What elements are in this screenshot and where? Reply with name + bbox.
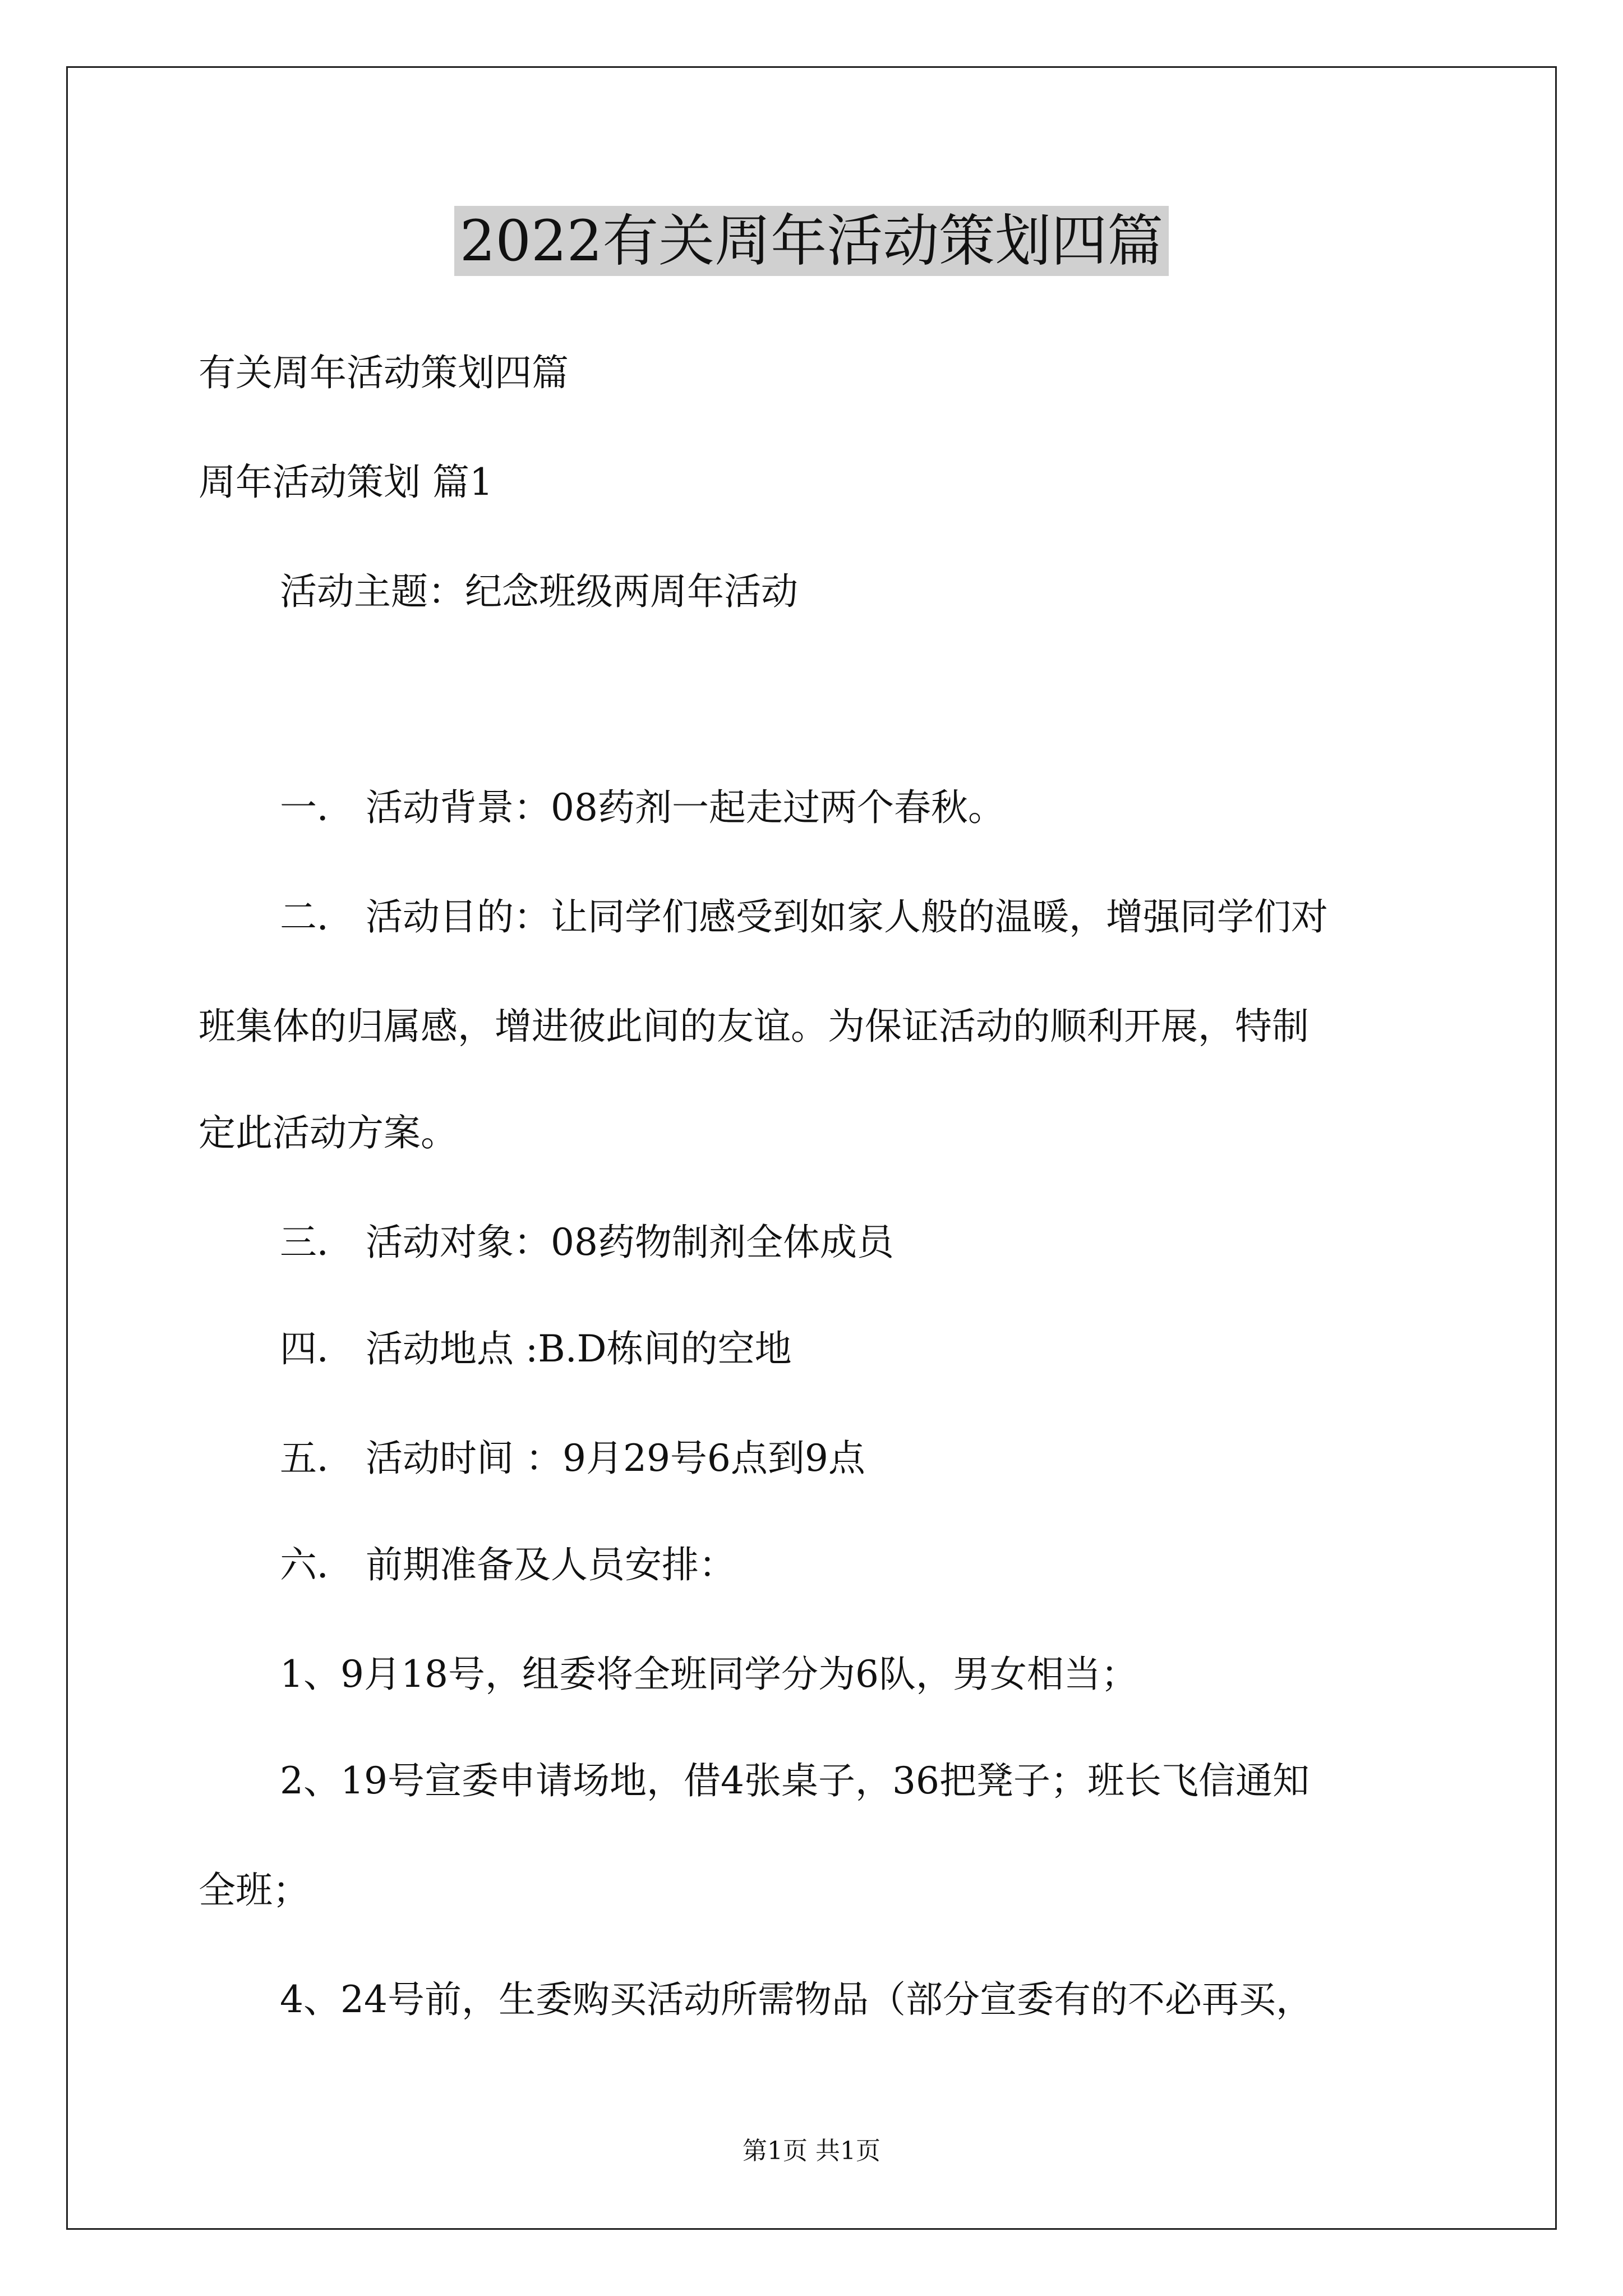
page-footer: 第1页 共1页 (743, 2137, 880, 2165)
paragraph-line: 1、9月18号，组委将全班同学分为6队，男女相当； (280, 1653, 1138, 1696)
paragraph-line: 六． 前期准备及人员安排： (280, 1543, 736, 1586)
paragraph-line: 一． 活动背景：08药剂一起走过两个春秋。 (280, 786, 1005, 829)
paragraph-line: 4、24号前，生委购买活动所需物品（部分宣委有的不必再买， (280, 1978, 1313, 2021)
section-heading: 周年活动策划 篇1 (199, 461, 493, 504)
paragraph-line: 五． 活动时间 ：9月29号6点到9点 (280, 1437, 865, 1480)
subtitle-line: 有关周年活动策划四篇 (199, 351, 569, 394)
document-title-text: 2022有关周年活动策划四篇 (454, 206, 1169, 276)
paragraph-line: 活动主题：纪念班级两周年活动 (280, 570, 798, 613)
paragraph-line: 全班； (199, 1869, 310, 1912)
document-title (0, 202, 1623, 280)
paragraph-line: 定此活动方案。 (199, 1111, 458, 1154)
paragraph-line: 四． 活动地点 :B.D栋间的空地 (280, 1327, 792, 1370)
paragraph-line: 2、19号宣委申请场地，借4张桌子，36把凳子；班长飞信通知 (280, 1759, 1310, 1802)
paragraph-line: 二． 活动目的：让同学们感受到如家人般的温暖，增强同学们对 (280, 895, 1328, 938)
paragraph-line: 三． 活动对象：08药物制剂全体成员 (280, 1221, 894, 1264)
paragraph-line: 班集体的归属感，增进彼此间的友谊。为保证活动的顺利开展，特制 (199, 1005, 1309, 1048)
